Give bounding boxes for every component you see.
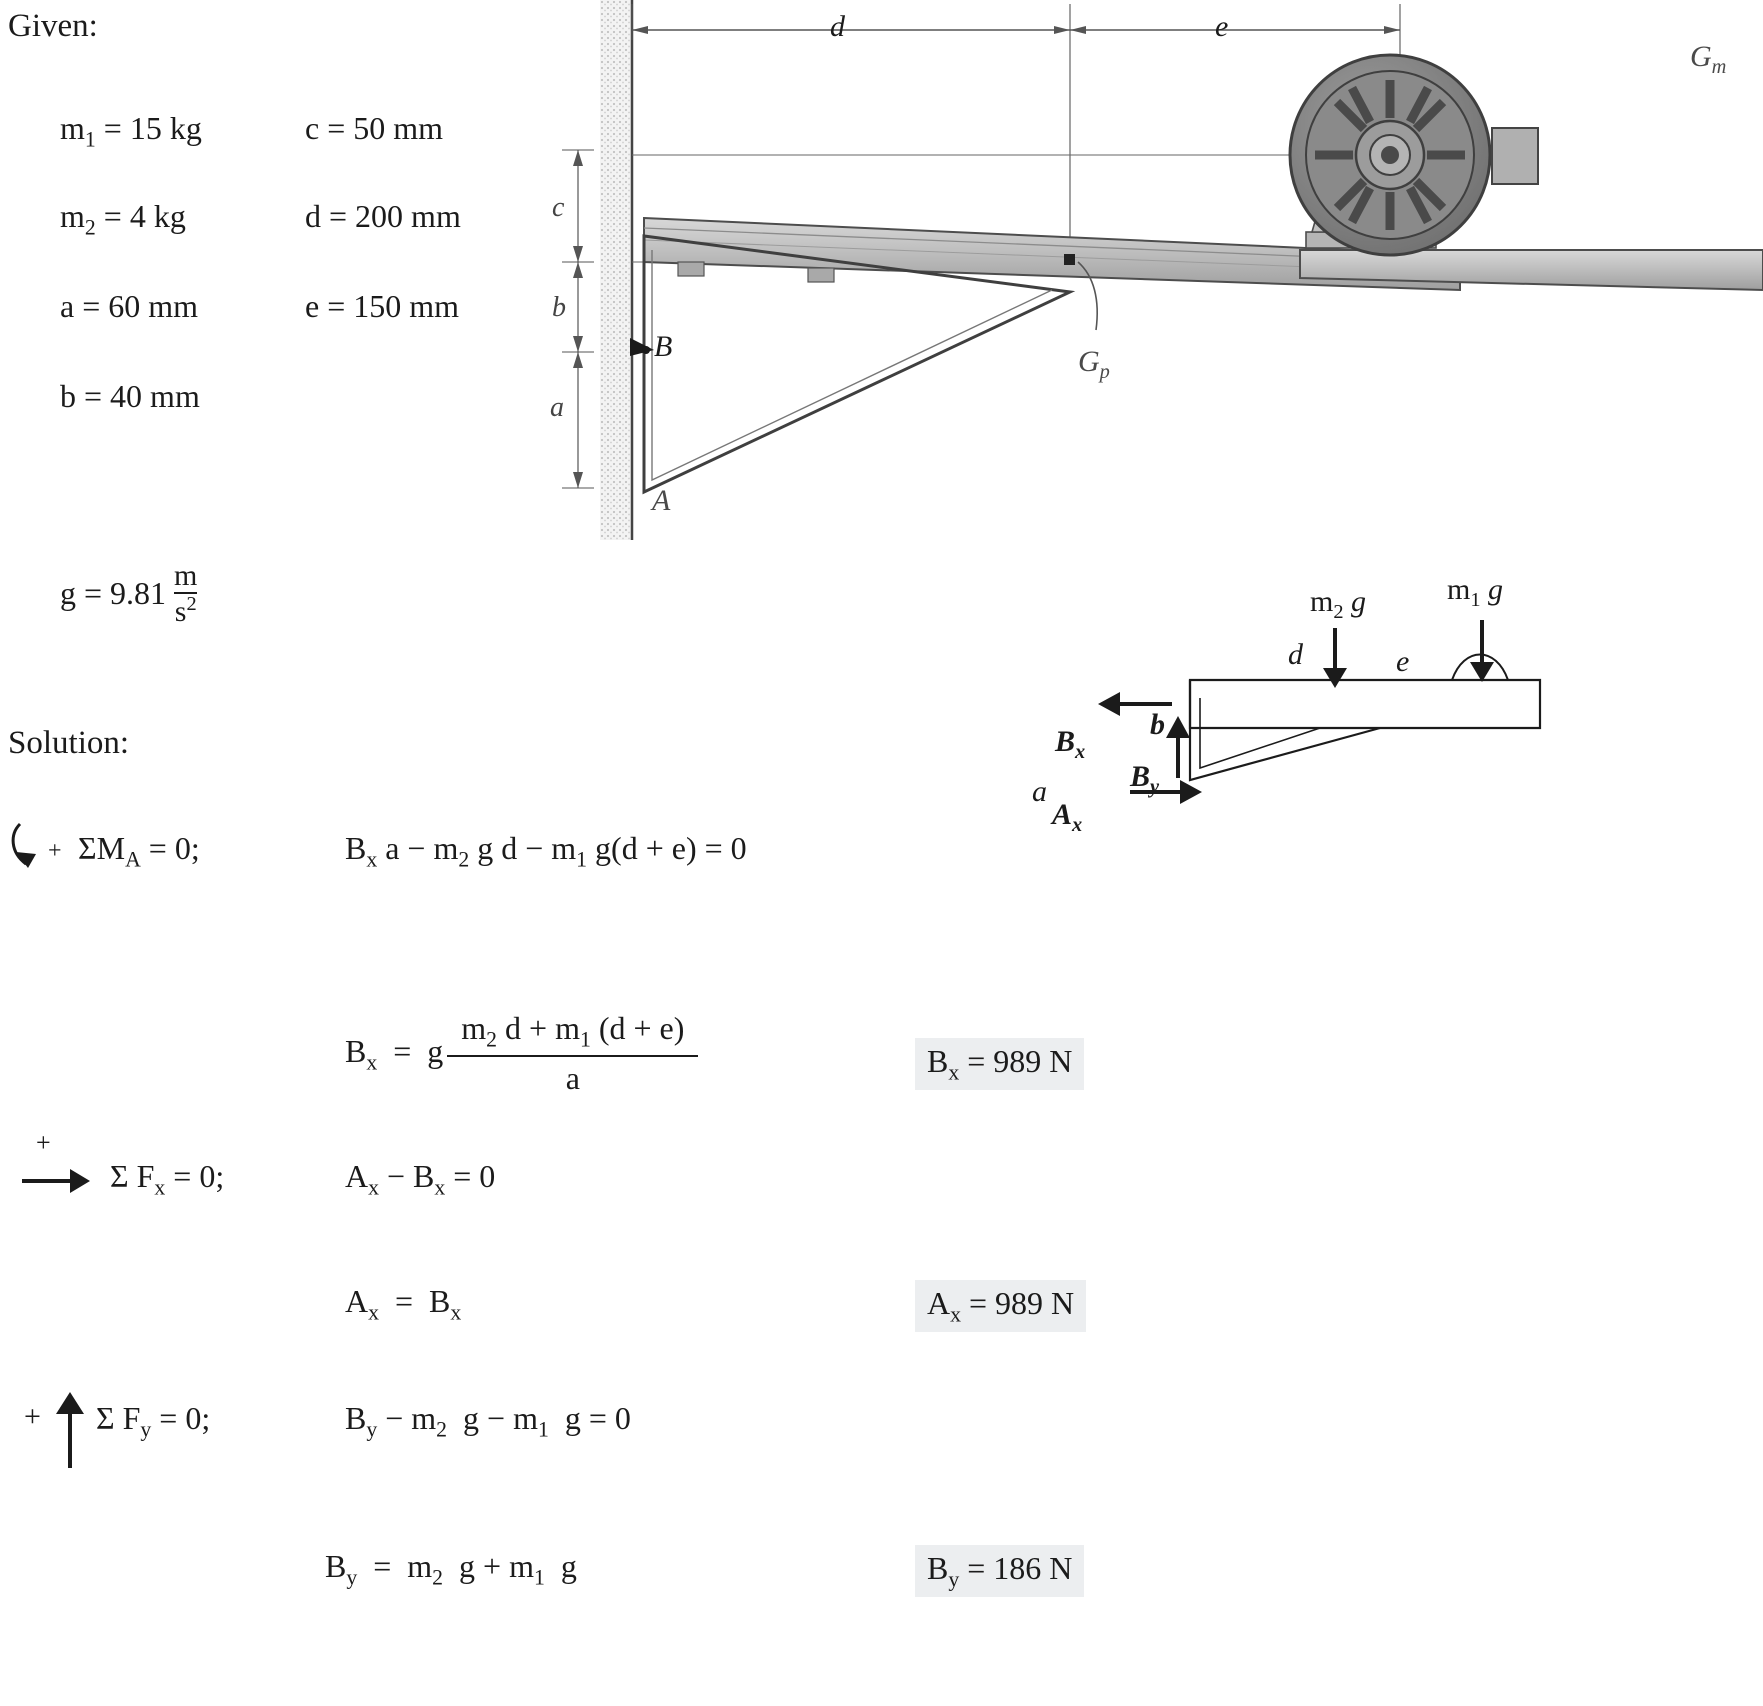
- fbd-m1g-label: $m_1$ g: [1447, 573, 1504, 611]
- fbd-dim-d-label: d: [1288, 638, 1303, 671]
- solution-heading: Solution:: [8, 725, 130, 761]
- fx-condition-subscript: x: [154, 1175, 166, 1200]
- given-g-unit-denominator: $s^2$: [174, 592, 197, 628]
- fy-direction-arrow-icon: [48, 1390, 92, 1470]
- given-m1-equals: =: [103, 110, 122, 146]
- figure-top-plate-cg-label: $G_p$: [1078, 345, 1110, 383]
- fx-condition-symbol: Σ F: [110, 1158, 155, 1194]
- given-m2-symbol: $m_2$: [60, 198, 96, 240]
- given-row-c: [305, 110, 443, 147]
- given-m2-equals: =: [103, 198, 122, 234]
- given-row-a: [60, 288, 198, 325]
- moment-condition-symbol: ΣM: [78, 830, 126, 866]
- given-e-value: 150 mm: [353, 288, 460, 324]
- fy-equation: $B_y - m_2$ $g - m_1$ g = 0: [345, 1400, 631, 1442]
- given-m2-subscript: 2: [84, 215, 96, 240]
- moment-condition-equals: = 0;: [148, 830, 200, 866]
- given-a-symbol: a: [60, 288, 75, 324]
- fx-equation: $A_x - B_x = 0$: [345, 1158, 496, 1200]
- bx-fraction-denominator: a: [447, 1055, 698, 1097]
- fy-condition-subscript: y: [140, 1417, 152, 1442]
- given-g-unit-fraction: [174, 560, 197, 627]
- bx-derivation-fraction: [447, 1010, 698, 1097]
- fbd-by-label: $B_y$: [1130, 760, 1160, 798]
- given-b-value: 40 mm: [110, 378, 200, 414]
- given-c-equals: =: [327, 110, 346, 146]
- figure-top-dim-a-label: a: [550, 392, 564, 423]
- given-a-equals: =: [82, 288, 101, 324]
- given-row-d: [305, 198, 461, 235]
- given-row-gravity: [60, 560, 197, 627]
- given-row-m2: [60, 198, 186, 240]
- fy-condition: [96, 1400, 210, 1442]
- bx-derivation: [345, 1010, 698, 1097]
- bx-derivation-lhs: $B_x = g$: [345, 1032, 444, 1074]
- given-m1-value: 15 kg: [129, 110, 202, 146]
- given-m1-symbol: $m_1$: [60, 110, 96, 152]
- fbd-dim-a-label: a: [1032, 775, 1047, 808]
- fx-condition-equals: = 0;: [173, 1158, 225, 1194]
- result-bx-value: 989 N: [993, 1043, 1073, 1079]
- fy-sign-label: +: [24, 1400, 41, 1433]
- fbd-bx-label: $B_x$: [1055, 725, 1086, 763]
- given-e-symbol: e: [305, 288, 320, 324]
- result-ax-value: 989 N: [995, 1285, 1075, 1321]
- fbd-ax-label: $A_x$: [1052, 798, 1083, 836]
- figure-top-dim-b-label: b: [552, 292, 566, 323]
- figure-top-point-a-label: A: [652, 484, 671, 517]
- by-derivation: $B_y = m_2$ $g + m_1$ g: [325, 1548, 577, 1590]
- bx-fraction-numerator: $m_2$ $d + m_1$ (d + e): [461, 1010, 685, 1052]
- given-a-value: 60 mm: [108, 288, 199, 324]
- fbd-dim-b-label: b: [1150, 708, 1165, 741]
- moment-sign-label: +: [48, 838, 62, 864]
- figure-free-body-diagram: [1020, 580, 1760, 880]
- given-row-b: [60, 378, 200, 415]
- fx-condition: [110, 1158, 224, 1200]
- given-g-symbol: g: [60, 575, 76, 611]
- given-m1-subscript: 1: [84, 127, 96, 152]
- result-by-value: 186 N: [993, 1550, 1073, 1586]
- figure-top-dim-d-label: d: [830, 10, 845, 43]
- fbd-dim-e-label: e: [1396, 645, 1410, 678]
- given-b-equals: =: [84, 378, 103, 414]
- result-ax: $A_x = 989$ N: [915, 1280, 1086, 1332]
- figure-top-motor-cg-label: $G_m$: [1690, 40, 1727, 78]
- result-by: $B_y = 186$ N: [915, 1545, 1084, 1597]
- moment-equation: $B_x$ $a - m_2$ g $d - m_1$ g(d + e) = 0: [345, 830, 747, 872]
- ax-derivation: $A_x = B_x$: [345, 1283, 462, 1325]
- given-d-value: 200 mm: [355, 198, 461, 234]
- given-row-e: [305, 288, 459, 325]
- given-row-m1: [60, 110, 202, 152]
- result-bx: $B_x = 989$ N: [915, 1038, 1084, 1090]
- given-d-equals: =: [329, 198, 348, 234]
- figure-top-dim-c-label: c: [552, 192, 565, 223]
- given-g-value: 9.81: [110, 575, 167, 611]
- given-c-symbol: c: [305, 110, 320, 146]
- given-d-symbol: d: [305, 198, 321, 234]
- moment-condition: [78, 830, 200, 872]
- figure-top-dim-e-label: e: [1215, 10, 1229, 43]
- figure-bracket-assembly: [600, 0, 1763, 640]
- fx-sign-label: +: [36, 1128, 51, 1157]
- given-heading: Given:: [8, 8, 98, 44]
- moment-condition-subscript: A: [125, 847, 141, 872]
- given-g-unit-exponent: 2: [186, 592, 197, 615]
- figure-top-point-b-label: B: [654, 330, 673, 363]
- given-g-unit-numerator: m: [174, 559, 198, 592]
- given-m2-value: 4 kg: [129, 198, 186, 234]
- given-g-equals: =: [84, 575, 103, 611]
- fx-direction-arrow-icon: [20, 1155, 92, 1203]
- given-b-symbol: b: [60, 378, 76, 414]
- fbd-m2g-label: $m_2$ g: [1310, 585, 1367, 623]
- given-c-value: 50 mm: [353, 110, 444, 146]
- given-e-equals: =: [327, 288, 346, 324]
- fy-condition-equals: = 0;: [159, 1400, 211, 1436]
- fy-condition-symbol: Σ F: [96, 1400, 141, 1436]
